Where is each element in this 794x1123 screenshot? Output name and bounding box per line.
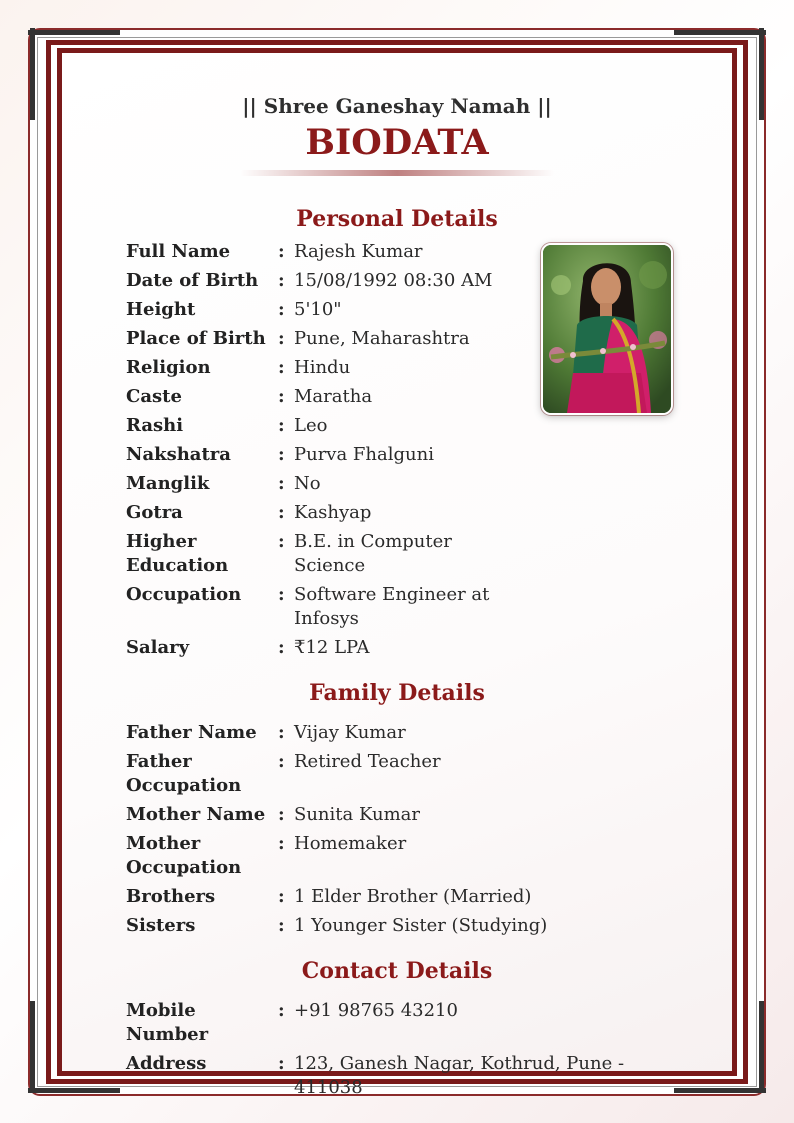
- field-value: 5'10": [294, 299, 342, 320]
- field-value: Vijay Kumar: [294, 722, 406, 743]
- field-value: Retired Teacher: [294, 751, 441, 772]
- detail-row: [126, 750, 666, 798]
- detail-row: [126, 385, 519, 409]
- field-value: 1 Younger Sister (Studying): [294, 915, 548, 936]
- field-label: Gotra: [126, 502, 183, 523]
- field-label: Mother Occupation: [126, 833, 242, 878]
- field-value: 15/08/1992 08:30 AM: [294, 270, 493, 291]
- detail-row: [126, 472, 519, 496]
- field-separator: :: [278, 357, 285, 378]
- field-separator: :: [278, 444, 285, 465]
- field-separator: :: [278, 328, 285, 349]
- detail-row: [126, 721, 666, 745]
- field-value: +91 98765 43210: [294, 1000, 458, 1021]
- field-value: Hindu: [294, 357, 351, 378]
- field-separator: :: [278, 502, 285, 523]
- field-label: Caste: [126, 386, 182, 407]
- field-label: Mobile Number: [126, 1000, 209, 1045]
- field-separator: :: [278, 531, 285, 552]
- field-label: Brothers: [126, 886, 216, 907]
- invocation-text: || Shree Ganeshay Namah ||: [242, 94, 552, 118]
- field-value: Kashyap: [294, 502, 372, 523]
- field-label: Full Name: [126, 241, 231, 262]
- detail-row: [126, 240, 519, 264]
- field-separator: :: [278, 751, 285, 772]
- field-separator: :: [278, 584, 285, 605]
- detail-row: [126, 803, 666, 827]
- field-separator: :: [278, 299, 285, 320]
- page-title: BIODATA: [305, 122, 489, 163]
- field-label: Salary: [126, 637, 190, 658]
- corner-ornament: [28, 30, 120, 35]
- personal-details-heading: Personal Details: [296, 206, 498, 232]
- family-details-heading: Family Details: [309, 680, 485, 706]
- field-separator: :: [278, 886, 285, 907]
- field-label: Height: [126, 299, 196, 320]
- field-separator: :: [278, 1000, 285, 1021]
- detail-row: [126, 636, 519, 660]
- field-separator: :: [278, 1053, 285, 1074]
- field-separator: :: [278, 915, 285, 936]
- field-value: Pune, Maharashtra: [294, 328, 470, 349]
- detail-row: [126, 530, 519, 578]
- corner-ornament: [674, 1088, 766, 1093]
- detail-row: [126, 501, 519, 525]
- personal-details-list: [126, 240, 519, 665]
- corner-ornament: [28, 1088, 120, 1093]
- field-label: Religion: [126, 357, 211, 378]
- field-value: Sunita Kumar: [294, 804, 421, 825]
- field-separator: :: [278, 241, 285, 262]
- field-separator: :: [278, 270, 285, 291]
- detail-row: [126, 269, 519, 293]
- field-label: Occupation: [126, 584, 242, 605]
- portrait-image: [543, 245, 671, 413]
- corner-ornament: [30, 1001, 35, 1093]
- detail-row: [126, 583, 519, 631]
- title-divider: [240, 170, 554, 176]
- corner-ornament: [759, 1001, 764, 1093]
- field-label: Manglik: [126, 473, 210, 494]
- field-value: 1 Elder Brother (Married): [294, 886, 532, 907]
- field-label: Father Occupation: [126, 751, 242, 796]
- field-separator: :: [278, 722, 285, 743]
- field-value: B.E. in Computer Science: [294, 531, 452, 576]
- field-value: Rajesh Kumar: [294, 241, 423, 262]
- field-separator: :: [278, 386, 285, 407]
- field-label: Address: [126, 1053, 207, 1074]
- field-label: Higher Education: [126, 531, 229, 576]
- field-separator: :: [278, 833, 285, 854]
- field-value: Homemaker: [294, 833, 407, 854]
- field-separator: :: [278, 637, 285, 658]
- field-value: ₹12 LPA: [294, 637, 370, 658]
- contact-details-list: [126, 999, 686, 1105]
- field-label: Rashi: [126, 415, 184, 436]
- field-separator: :: [278, 473, 285, 494]
- detail-row: [126, 999, 686, 1047]
- family-details-list: [126, 721, 666, 943]
- detail-row: [126, 1052, 686, 1100]
- field-value: Purva Fhalguni: [294, 444, 434, 465]
- field-value: Leo: [294, 415, 328, 436]
- field-value: 123, Ganesh Nagar, Kothrud, Pune - 411038: [294, 1053, 625, 1098]
- field-label: Father Name: [126, 722, 257, 743]
- field-separator: :: [278, 415, 285, 436]
- field-label: Place of Birth: [126, 328, 266, 349]
- field-separator: :: [278, 804, 285, 825]
- field-value: Maratha: [294, 386, 373, 407]
- profile-photo: [541, 243, 673, 415]
- detail-row: [126, 885, 666, 909]
- field-label: Date of Birth: [126, 270, 259, 291]
- field-label: Mother Name: [126, 804, 266, 825]
- detail-row: [126, 414, 519, 438]
- field-label: Sisters: [126, 915, 196, 936]
- detail-row: [126, 443, 519, 467]
- corner-ornament: [674, 30, 766, 35]
- detail-row: [126, 356, 519, 380]
- field-value: Software Engineer at Infosys: [294, 584, 490, 629]
- detail-row: [126, 832, 666, 880]
- field-value: No: [294, 473, 321, 494]
- detail-row: [126, 914, 666, 938]
- contact-details-heading: Contact Details: [301, 958, 493, 984]
- detail-row: [126, 298, 519, 322]
- field-label: Nakshatra: [126, 444, 231, 465]
- detail-row: [126, 327, 519, 351]
